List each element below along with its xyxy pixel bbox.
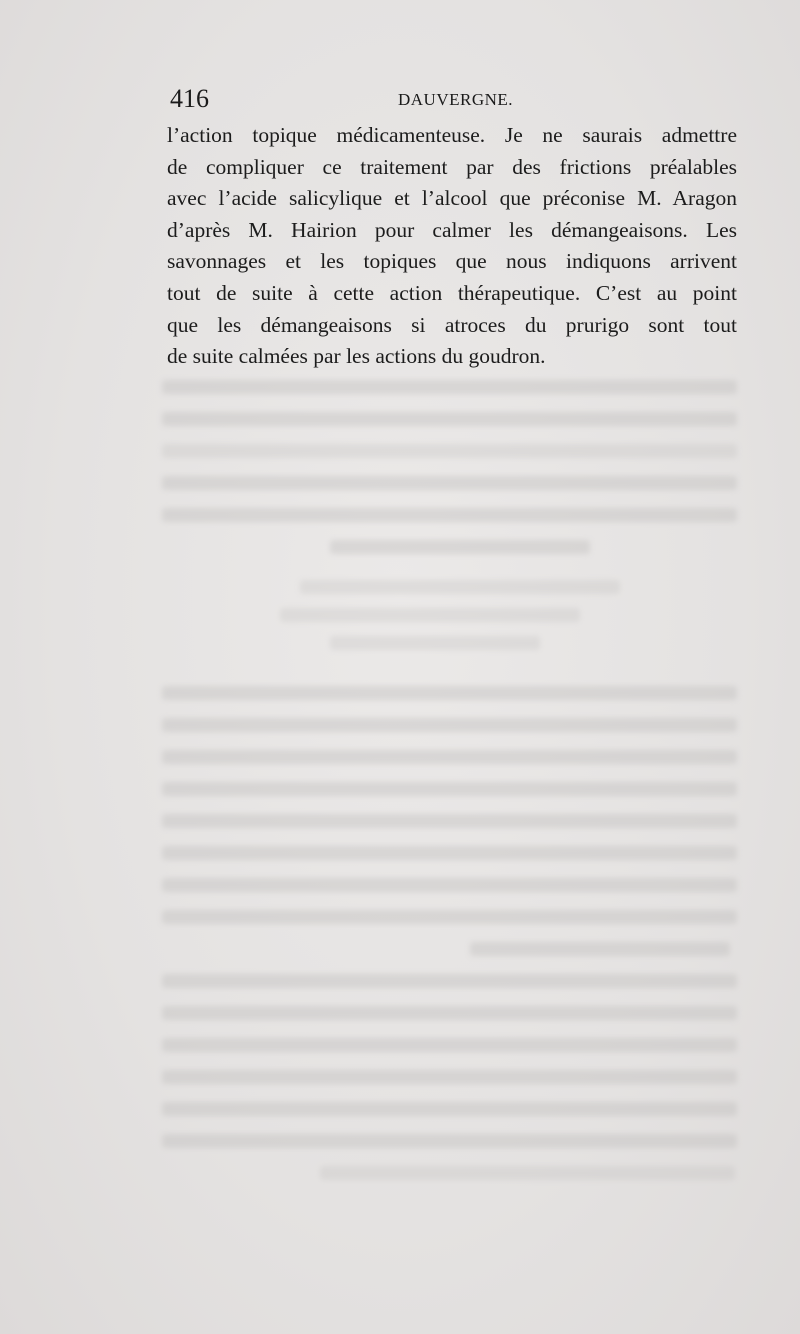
bleed-through-line xyxy=(162,1070,737,1084)
bleed-through-line xyxy=(162,1006,737,1020)
bleed-through-line xyxy=(162,1134,737,1148)
bleed-through-line xyxy=(162,750,737,764)
text-line: l’action topique médicamenteuse. Je ne saurais admettre xyxy=(167,123,737,147)
bleed-through-line xyxy=(162,878,737,892)
bleed-through-line xyxy=(162,1038,737,1052)
bleed-through-line xyxy=(330,636,540,650)
text-line: savonnages et les topiques que nous indiquons arrivent xyxy=(167,249,737,274)
text-line: de suite calmées par les actions du goudron. xyxy=(167,344,546,369)
bleed-through-line xyxy=(162,476,737,490)
bleed-through-line xyxy=(162,910,737,924)
bleed-through-line xyxy=(162,718,737,732)
bleed-through-line xyxy=(470,942,730,956)
text-line: que les démangeaisons si atroces du prurigo sont tout xyxy=(167,312,737,337)
bleed-through-line xyxy=(162,686,737,700)
bleed-through-line xyxy=(162,508,737,522)
bleed-through-line xyxy=(300,580,620,594)
running-head: DAUVERGNE. xyxy=(398,90,514,109)
bleed-through-line xyxy=(162,974,737,988)
bleed-through-line xyxy=(162,444,737,458)
bleed-through-line xyxy=(280,608,580,622)
bleed-through-line xyxy=(162,380,737,394)
text-line: tout de suite à cette action thérapeutique. C’est au point xyxy=(167,280,737,305)
bleed-through-line xyxy=(162,846,737,860)
bleed-through-line xyxy=(320,1166,735,1180)
text-line: d’après M. Hairion pour calmer les démangeaisons. Les xyxy=(167,217,737,242)
bleed-through-line xyxy=(330,540,590,554)
page-header xyxy=(0,84,800,114)
text-line: avec l’acide salicylique et l’alcool que préconise M. Aragon xyxy=(167,186,737,211)
bleed-through-line xyxy=(162,1102,737,1116)
text-line: de compliquer ce traitement par des frictions préalables xyxy=(167,154,737,179)
bleed-through-line xyxy=(162,782,737,796)
page-number: 416 xyxy=(170,84,209,113)
body-text xyxy=(167,120,737,373)
bleed-through-line xyxy=(162,412,737,426)
bleed-through-line xyxy=(162,814,737,828)
